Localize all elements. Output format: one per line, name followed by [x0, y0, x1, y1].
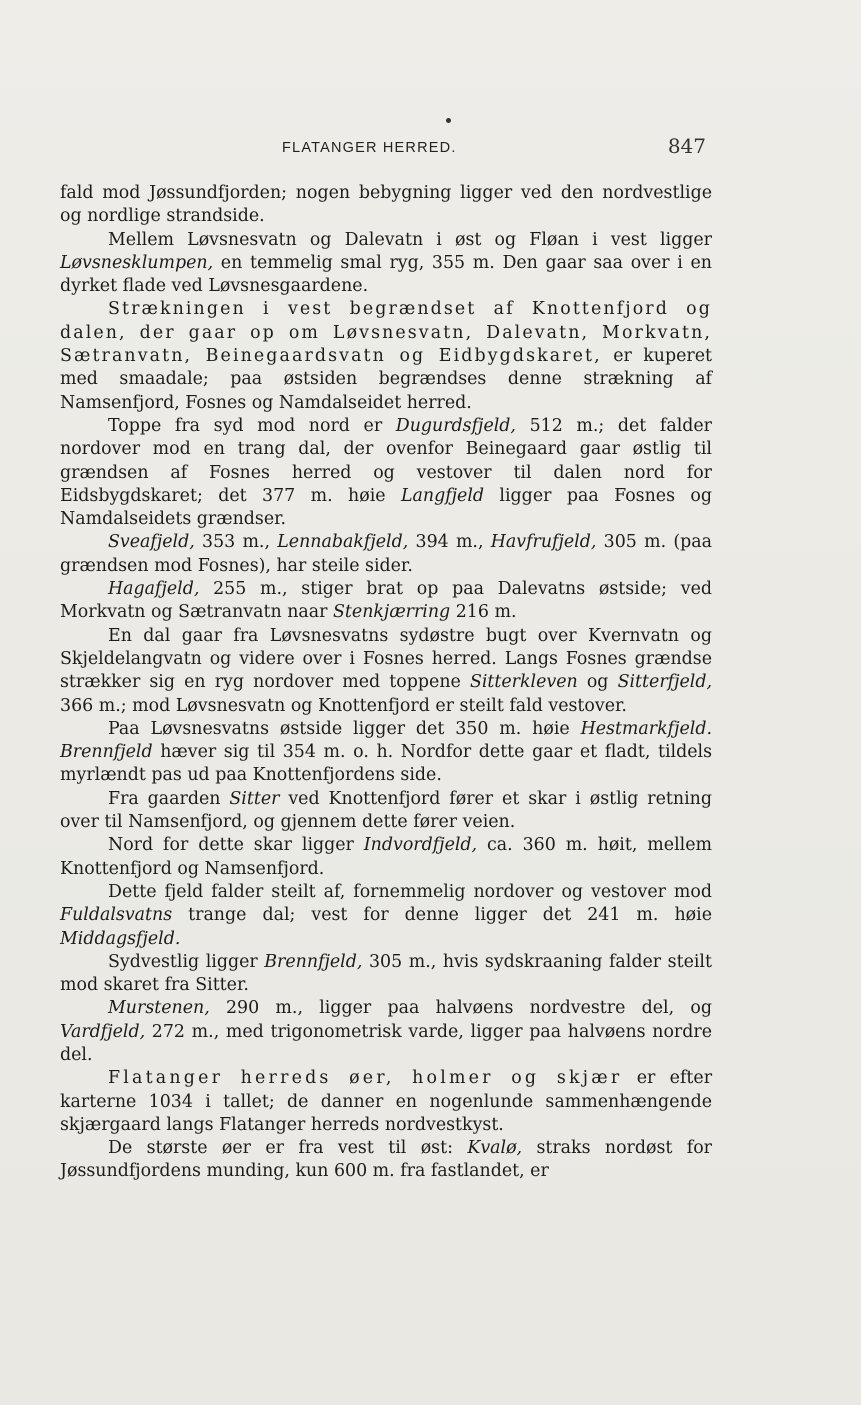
text-run: er efter karterne 1034 i tallet; de danner en nogenlunde sammenhængende skjærgaard langs Flatanger herreds nordvestkyst.: [60, 1068, 713, 1135]
paragraph-9: [60, 788, 712, 835]
text-run: 290 m., ligger paa halvøens nordvestre del, og: [209, 998, 712, 1019]
text-run: trange dal; vest for denne ligger det 241 m. høie: [172, 905, 712, 926]
spaced-text-run: Strækningen i vest begrændset af Knottenfjord og dalen, der gaar op om Løvsnesvatn, Dalevatn, Morkvatn, Sætranvatn, Beinegaardsvatn og Eidbygdskaret,: [60, 299, 712, 367]
place-name: Sitter: [229, 788, 280, 809]
text-run: 305 m., hvis sydskraaning falder steilt mod skaret fra Sitter.: [60, 951, 712, 996]
place-name: Hestmarkfjeld.: [580, 718, 712, 739]
text-run: straks nordøst for Jøssundfjordens munding, kun 600 m. fra fastlandet, er: [60, 1138, 712, 1182]
text-run: Toppe fra syd mod nord er: [108, 415, 396, 436]
text-run: ved Knottenfjord fører et skar i østlig retning over til Namsenfjord, og gjennem dette fører veien.: [60, 788, 712, 833]
place-name: Lennabakfjeld,: [277, 532, 409, 553]
print-dot-mark: [446, 118, 451, 123]
place-name: Sitterfjeld,: [617, 672, 712, 693]
place-name: Stenkjærring: [333, 602, 451, 623]
place-name: Vardfjeld,: [60, 1021, 146, 1042]
text-run: 272 m., med trigonometrisk varde, ligger paa halvøens nordre del.: [60, 1021, 712, 1065]
place-name: Brennfjeld,: [264, 951, 363, 972]
paragraph-3: [60, 298, 712, 414]
place-name: Kvalø,: [467, 1138, 523, 1159]
text-run: Nord for dette skar ligger: [108, 835, 364, 856]
text-run: er kuperet med smaadale; paa østsiden begrændses denne strækning af Namsenfjord, Fosnes og Namdalseidet herred.: [60, 346, 712, 413]
place-name: Løvsnesklumpen,: [60, 252, 214, 273]
paragraph-1: [60, 182, 712, 229]
place-name: Havfrufjeld,: [490, 532, 597, 553]
paragraph-5: [60, 531, 712, 578]
paragraph-8: [60, 718, 712, 788]
place-name: Hagafjeld,: [108, 579, 200, 600]
page-header: [60, 134, 712, 164]
text-run: 366 m.; mod Løvsnesvatn og Knottenfjord er steilt fald vestover.: [60, 695, 627, 716]
text-run: 512 m.; det falder nordover mod en trang dal, der ovenfor Beinegaard gaar østlig til grændsen af Fosnes herred og vestover til dalen nord for Eidsbygdskaret; det 377 m. høie: [60, 415, 712, 506]
place-name: Dugurdsfjeld,: [395, 415, 516, 436]
text-run: Fra gaarden: [108, 788, 230, 809]
text-run: 216 m.: [450, 602, 517, 623]
place-name: Langfjeld: [400, 485, 485, 506]
text-run: 305 m. (paa grændsen mod Fosnes), har steile sider.: [60, 532, 713, 576]
paragraph-2: [60, 229, 712, 299]
paragraph-15: [60, 1137, 712, 1184]
text-run: hæver sig til 354 m. o. h. Nordfor dette gaar et fladt, tildels myrlændt pas ud paa Knottenfjordens side.: [60, 742, 712, 786]
text-run: 394 m.,: [408, 532, 491, 553]
paragraph-6: [60, 578, 712, 625]
place-name: Sitterkleven: [469, 672, 578, 693]
place-name: Indvordfjeld,: [363, 835, 478, 856]
paragraph-7: [60, 625, 712, 718]
place-name: Brennfjeld: [60, 742, 153, 763]
place-name: Middagsfjeld.: [60, 928, 181, 949]
place-name: Sveafjeld,: [108, 532, 195, 553]
text-run: En dal gaar fra Løvsnesvatns sydøstre bugt over Kvernvatn og Skjeldelangvatn og videre over i Fosnes herred. Langs Fosnes grændse strækker sig en ryg nordover med toppene: [60, 625, 712, 693]
text-run: De største øer er fra vest til øst:: [108, 1138, 468, 1159]
text-run: en temmelig smal ryg, 355 m. Den gaar saa over i en dyrket flade ved Løvsnesgaardene.: [60, 252, 712, 297]
text-run: 255 m., stiger brat op paa Dalevatns østside; ved Morkvatn og Sætranvatn naar: [60, 579, 712, 623]
running-head: FLATANGER HERRED.: [282, 140, 457, 156]
text-run: Dette fjeld falder steilt af, fornemmelig nordover og vestover mod: [108, 881, 712, 902]
text-run: og: [577, 672, 618, 693]
paragraph-4: [60, 415, 712, 531]
place-name: Fuldalsvatns: [60, 905, 173, 926]
paragraph-12: [60, 951, 712, 998]
paragraph-10: [60, 834, 712, 881]
text-run: Paa Løvsnesvatns østside ligger det 350 m. høie: [108, 718, 581, 739]
paragraph-11: [60, 881, 712, 951]
text-run: 353 m.,: [194, 532, 278, 553]
text-run: fald mod Jøssundfjorden; nogen bebygning ligger ved den nordvestlige og nordlige strandside.: [60, 183, 712, 227]
spaced-text-run: Flatanger herreds øer, holmer og skjær: [108, 1068, 623, 1089]
text-run: ligger paa Fosnes og Namdalseidets grændser.: [60, 485, 712, 530]
place-name: Murstenen,: [108, 998, 210, 1019]
paragraph-14: [60, 1067, 712, 1137]
body-text: [60, 182, 712, 1184]
text-run: Mellem Løvsnesvatn og Dalevatn i øst og Fløan i vest ligger: [108, 229, 712, 250]
text-run: ca. 360 m. høit, mellem Knottenfjord og Namsenfjord.: [60, 835, 712, 879]
page-number: 847: [667, 134, 706, 158]
text-run: Sydvestlig ligger: [108, 951, 265, 972]
paragraph-13: [60, 997, 712, 1067]
